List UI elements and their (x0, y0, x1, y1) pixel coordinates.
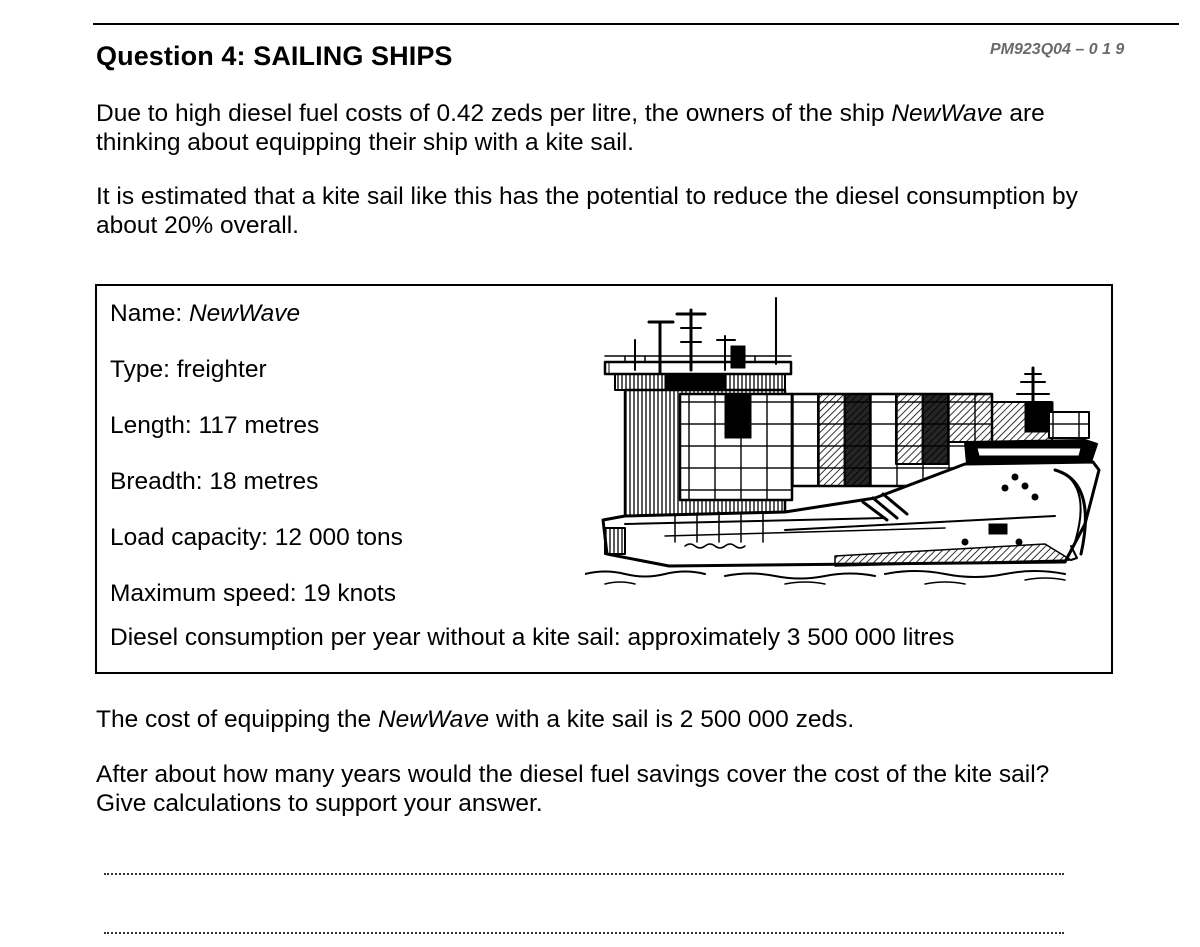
intro-text: Due to high diesel fuel costs of 0.42 zeds per litre, the owners of the ship (96, 100, 892, 127)
intro-paragraph-2: It is estimated that a kite sail like this has the potential to reduce the diesel consumption by about 20% overall. (96, 183, 1078, 239)
spec-max-speed: Maximum speed: 19 knots (110, 580, 396, 607)
spec-load-capacity: Load capacity: 12 000 tons (110, 524, 403, 551)
question-title: Question 4: SAILING SHIPS (96, 41, 453, 71)
spec-name-label: Name: (110, 300, 189, 327)
intro-text-end: are thinking about equipping their ship with a kite sail. (96, 100, 1045, 156)
spec-type: Type: freighter (110, 356, 267, 383)
cost-text: The cost of equipping the (96, 706, 378, 733)
spec-breadth: Breadth: 18 metres (110, 468, 319, 495)
spec-name (110, 300, 300, 328)
spec-name-value: NewWave (188, 300, 301, 327)
question-code: PM923Q04 – 0 1 9 (990, 41, 1125, 58)
ship-illustration (585, 292, 1107, 592)
cost-paragraph (96, 705, 1106, 734)
cost-ship-name: NewWave (377, 706, 490, 733)
top-rule (93, 23, 1179, 25)
ship-name: NewWave (891, 100, 1003, 127)
answer-line[interactable] (104, 873, 1064, 875)
spec-diesel-consumption: Diesel consumption per year without a kite sail: approximately 3 500 000 litres (110, 624, 955, 651)
cost-text-end: with a kite sail is 2 500 000 zeds. (489, 706, 855, 733)
answer-line[interactable] (104, 932, 1064, 934)
ship-info-box (95, 284, 1113, 674)
question-paragraph: After about how many years would the diesel fuel savings cover the cost of the kite sail? Give calculations to support your answer. (96, 761, 1050, 817)
intro-paragraph-1 (96, 99, 1106, 157)
spec-length: Length: 117 metres (110, 412, 320, 439)
